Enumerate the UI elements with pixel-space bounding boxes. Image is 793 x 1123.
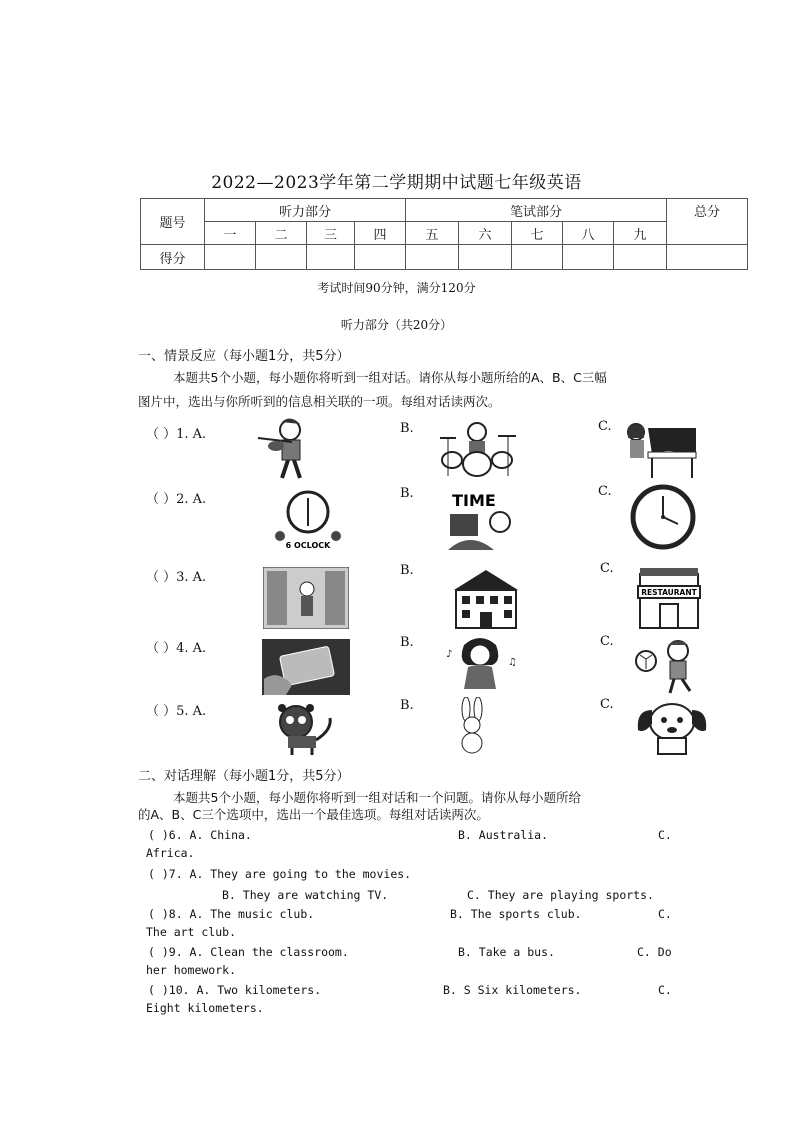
q2-b: B.	[400, 486, 414, 501]
num-7: 七	[512, 222, 563, 245]
bishi-cell: 笔试部分	[406, 199, 667, 222]
school-building-picture	[450, 566, 522, 630]
score-box[interactable]	[256, 245, 307, 270]
q8-cont: The art club.	[146, 925, 237, 939]
svg-text:♫: ♫	[508, 657, 517, 668]
q4-c: C.	[600, 634, 614, 649]
part2-instructions-2: 的A、B、C三个选项中，选出一个最佳选项。每组对话读两次。	[138, 807, 489, 822]
tablet-picture	[262, 639, 350, 695]
q9-c: C. Do	[637, 945, 672, 959]
q8-a: ( )8. A. The music club.	[148, 907, 315, 921]
tiger-cub-picture	[270, 700, 340, 756]
q10-b: B. S Six kilometers.	[443, 983, 582, 997]
part1-heading: 一、情景反应（每小题1分，共5分）	[138, 349, 350, 364]
q9-a: ( )9. A. Clean the classroom.	[148, 945, 349, 959]
q7-c: C. They are playing sports.	[467, 888, 654, 902]
q10-cont: Eight kilometers.	[146, 1001, 264, 1015]
q3-prefix: （ ）3. A.	[146, 570, 207, 585]
num-6: 六	[459, 222, 512, 245]
q2-c: C.	[598, 484, 612, 499]
q3-b: B.	[400, 563, 414, 578]
defen-cell: 得分	[141, 245, 205, 270]
q6-b: B. Australia.	[458, 828, 549, 842]
piano-player-picture	[622, 418, 700, 480]
score-box[interactable]	[406, 245, 459, 270]
num-3: 三	[307, 222, 355, 245]
q9-cont: her homework.	[146, 963, 237, 977]
q7-b: B. They are watching TV.	[222, 888, 389, 902]
score-box[interactable]	[307, 245, 355, 270]
restaurant-picture	[636, 566, 702, 630]
library-picture	[263, 567, 349, 629]
score-box[interactable]	[355, 245, 406, 270]
num-1: 一	[205, 222, 256, 245]
zongfen-cell: 总分	[667, 199, 748, 222]
six-oclock-clock-picture	[270, 490, 350, 554]
exam-info: 考试时间90分钟，满分120分	[317, 281, 476, 295]
q1-b: B.	[400, 421, 414, 436]
time-text: TIME	[452, 491, 496, 510]
score-box[interactable]	[614, 245, 667, 270]
puppy-picture	[632, 700, 712, 756]
svg-text:♪: ♪	[446, 649, 453, 660]
tingli-cell: 听力部分	[205, 199, 406, 222]
time-poster-picture	[444, 488, 516, 554]
q1-c: C.	[598, 419, 612, 434]
soccer-boy-picture	[634, 637, 704, 695]
drummer-picture	[432, 418, 522, 478]
restaurant-text: RESTAURANT	[641, 588, 697, 597]
q6-cont: Africa.	[146, 846, 195, 860]
part1-instructions-2: 图片中，选出与你所听到的信息相关联的一项。每组对话读两次。	[138, 394, 501, 409]
q6-c: C.	[658, 828, 672, 842]
zongfen-empty	[667, 222, 748, 245]
score-box[interactable]	[459, 245, 512, 270]
q1-prefix: （ ）1. A.	[146, 427, 207, 442]
q7-a: ( )7. A. They are going to the movies.	[148, 867, 412, 881]
num-4: 四	[355, 222, 406, 245]
listening-header: 听力部分（共20分）	[340, 318, 453, 332]
score-box[interactable]	[205, 245, 256, 270]
q6-a: ( )6. A. China.	[148, 828, 252, 842]
q4-prefix: （ ）4. A.	[146, 641, 207, 656]
q9-b: B. Take a bus.	[458, 945, 555, 959]
num-9: 九	[614, 222, 667, 245]
part2-heading: 二、对话理解（每小题1分，共5分）	[138, 769, 350, 784]
six-oclock-text: 6 OCLOCK	[285, 541, 331, 550]
q8-c: C.	[658, 907, 672, 921]
exam-title: 2022—2023学年第二学期期中试题七年级英语	[211, 173, 582, 193]
q8-b: B. The sports club.	[450, 907, 582, 921]
rabbit-picture	[454, 697, 490, 755]
q4-b: B.	[400, 635, 414, 650]
wall-clock-picture	[630, 484, 696, 550]
score-box[interactable]	[563, 245, 614, 270]
score-box[interactable]	[667, 245, 748, 270]
q2-prefix: （ ）2. A.	[146, 492, 207, 507]
singing-girl-picture	[440, 635, 522, 695]
part1-instructions-1: 本题共5个小题，每小题你将听到一组对话。请你从每小题所给的A、B、C三幅	[173, 370, 607, 385]
q5-b: B.	[400, 698, 414, 713]
q10-a: ( )10. A. Two kilometers.	[148, 983, 322, 997]
q10-c: C.	[658, 983, 672, 997]
q3-c: C.	[600, 561, 614, 576]
score-box[interactable]	[512, 245, 563, 270]
tihao-cell: 题号	[141, 199, 205, 245]
part2-instructions-1: 本题共5个小题，每小题你将听到一组对话和一个问题。请你从每小题所给	[173, 790, 581, 805]
num-8: 八	[563, 222, 614, 245]
num-5: 五	[406, 222, 459, 245]
num-2: 二	[256, 222, 307, 245]
q5-prefix: （ ）5. A.	[146, 704, 207, 719]
score-table	[140, 198, 748, 270]
violin-player-picture	[248, 416, 328, 482]
q5-c: C.	[600, 697, 614, 712]
